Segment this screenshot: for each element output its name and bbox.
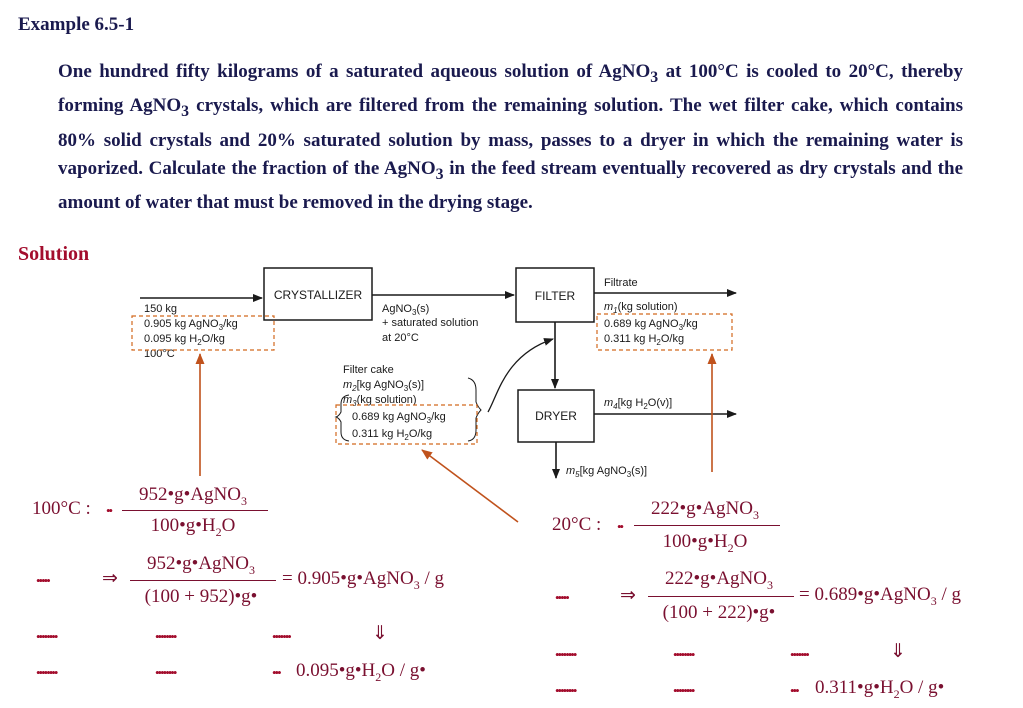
feed-agno3-label: 0.905 kg AgNO$_3$/kg [144, 318, 238, 332]
cake-right-brace [468, 378, 481, 441]
left-dots-d: ••••••• [272, 629, 290, 644]
filtrate-water-label: 0.311 kg $H_2O/kg$ [604, 333, 685, 347]
left-bullets: •• [106, 503, 112, 518]
crys-out-solid-label: AgNO$_3$(s) [382, 303, 430, 317]
left-water-tail: O / g• [381, 660, 426, 681]
left-dots-b: •••••••• [36, 629, 57, 644]
left-result-tail: / g [419, 568, 444, 589]
cake-solution-label: $m_3(kg$ solution) [343, 394, 417, 408]
right-den2: (100 + 222)•g• [662, 602, 776, 623]
dryer-label: DRYER [535, 409, 577, 423]
solution-label: Solution [18, 243, 90, 265]
crystallizer-label: CRYSTALLIZER [273, 288, 363, 302]
right-result-tail: / g [936, 584, 961, 605]
right-den1-tail: O [733, 531, 748, 552]
crys-out-solution-label: + saturated solution [382, 317, 479, 329]
right-bullets: •• [617, 519, 623, 534]
right-water-bullets: ••• [790, 683, 798, 698]
right-den1 [630, 531, 780, 556]
right-implies: ⇒ [620, 585, 636, 606]
left-frac2-line [130, 580, 276, 581]
left-frac1-line [122, 510, 268, 511]
left-dots-f: •••••••• [155, 665, 176, 680]
left-dots-c: •••••••• [155, 629, 176, 644]
right-num2 [644, 568, 794, 593]
problem-sub-3: 3 [435, 165, 444, 183]
right-dots-d: ••••••• [790, 647, 808, 662]
left-den1-tail: O [221, 515, 236, 536]
right-result-sub: 3 [930, 593, 937, 608]
left-num1-text: 952•g•AgNO [139, 484, 241, 505]
left-dots-e: •••••••• [36, 665, 57, 680]
left-down-arrow: ⇓ [372, 623, 388, 644]
left-result-text: = 0.905•g•AgNO [282, 568, 414, 589]
left-dots-a: ••••• [36, 573, 49, 588]
left-water-result [296, 660, 426, 685]
right-num1 [630, 498, 780, 523]
left-water-text: 0.095•g•H [296, 660, 376, 681]
left-water-sub: 2 [375, 669, 382, 684]
right-dots-c: •••••••• [673, 647, 694, 662]
left-den1 [118, 515, 268, 540]
right-dots-f: •••••••• [673, 683, 694, 698]
left-num2-text: 952•g•AgNO [147, 553, 249, 574]
filter-label: FILTER [534, 289, 576, 303]
problem-sub-1: 3 [650, 68, 659, 86]
left-result-sub: 3 [413, 577, 420, 592]
problem-text-2: at 100°C is cooled to 20°C, thereby forming AgNO [58, 61, 963, 117]
filtrate-label: Filtrate [604, 277, 638, 289]
right-water-text: 0.311•g•H [815, 677, 894, 698]
left-water-bullets: ••• [272, 665, 280, 680]
left-den2: (100 + 952)•g• [144, 586, 258, 607]
feed-mass-label: 150 kg [144, 303, 178, 315]
problem-text-4: in the feed stream eventually recovered as dry crystals and the amount of water that must be removed in the drying stage. [58, 158, 963, 214]
problem-sub-2: 3 [181, 103, 190, 121]
left-num1 [118, 484, 268, 509]
cake-pointer-arrow [422, 450, 518, 522]
feed-temp-label: 100°C [144, 348, 175, 360]
right-dots-e: •••••••• [555, 683, 576, 698]
right-num2-text: 222•g•AgNO [665, 568, 767, 589]
cake-water-label: 0.311 kg $H_2O/kg$ [352, 428, 433, 442]
left-num2-sub: 3 [248, 562, 255, 577]
example-heading: Example 6.5-1 [18, 14, 135, 35]
filtrate-mass-label: $m_1(kg$ solution) [604, 301, 678, 315]
right-temp-label: 20°C : [552, 514, 602, 535]
left-num2 [126, 553, 276, 578]
filter-cake-label: Filter cake [343, 364, 394, 376]
right-result-text: = 0.689•g•AgNO [799, 584, 931, 605]
right-down-arrow: ⇓ [890, 641, 906, 662]
right-num1-text: 222•g•AgNO [651, 498, 753, 519]
right-num1-sub: 3 [752, 507, 759, 522]
right-dots-b: •••••••• [555, 647, 576, 662]
left-result [282, 568, 444, 593]
right-water-result [815, 677, 944, 702]
product-label: $m_5[kg$ AgNO$_3$(s)] [566, 465, 648, 479]
problem-text-1: One hundred fifty kilograms of a saturated aqueous solution of AgNO [58, 61, 651, 82]
vapor-label: $m_4[kg$ $H_2O(v)$] [604, 397, 673, 411]
cake-agno3-label: 0.689 kg AgNO$_3$/kg [352, 411, 446, 425]
feed-water-label: 0.095 kg $H_2O/kg$ [144, 333, 225, 347]
right-water-sub: 2 [893, 686, 900, 701]
right-frac1-line [634, 525, 780, 526]
problem-text-3: crystals, which are filtered from the remaining solution. The wet filter cake, which contains 80% solid crystals and 20% saturated solution by mass, passes to a dryer in which the remaining water is vaporized. Calculate the fraction of the AgNO [58, 95, 963, 180]
right-num2-sub: 3 [766, 577, 773, 592]
right-dots-a: ••••• [555, 590, 568, 605]
crys-out-temp-label: at 20°C [382, 332, 419, 344]
left-num1-sub: 3 [240, 493, 247, 508]
right-den1-text: 100•g•H [662, 531, 728, 552]
right-result [799, 584, 961, 609]
left-implies: ⇒ [102, 568, 118, 589]
right-den1-sub: 2 [727, 540, 734, 555]
left-den1-sub: 2 [215, 524, 222, 539]
right-frac2-line [648, 596, 794, 597]
left-temp-label: 100°C : [32, 498, 91, 519]
filtrate-agno3-label: 0.689 kg AgNO$_3$/kg [604, 318, 698, 332]
left-den1-text: 100•g•H [150, 515, 216, 536]
right-water-tail: O / g• [899, 677, 945, 698]
cake-solid-label: $m_2[kg$ AgNO$_3$(s)] [343, 379, 425, 393]
